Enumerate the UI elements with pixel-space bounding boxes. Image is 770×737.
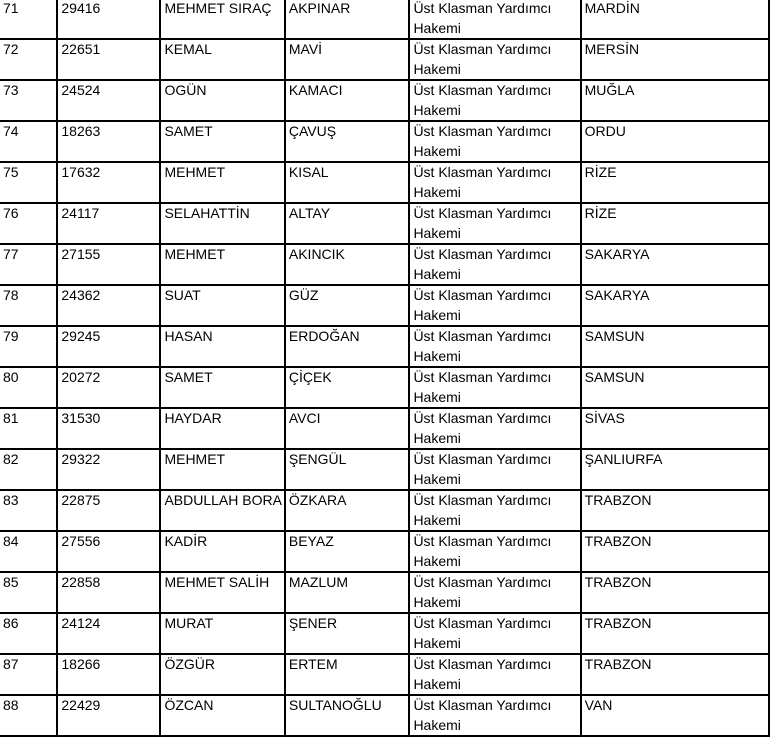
city-cell: TRABZON [581, 531, 769, 572]
last-name-cell: MAVİ [285, 39, 410, 80]
row-number-cell: 88 [0, 695, 57, 736]
row-number-cell: 74 [0, 121, 57, 162]
first-name-cell: MEHMET SIRAÇ [160, 0, 284, 39]
table-row [0, 121, 769, 162]
city-cell: ORDU [581, 121, 769, 162]
first-name-cell: MEHMET SALİH [160, 572, 284, 613]
table-row [0, 613, 769, 654]
last-name-cell: MAZLUM [285, 572, 410, 613]
role-cell: Üst Klasman Yardımcı Hakemi [409, 80, 580, 121]
role-cell: Üst Klasman Yardımcı Hakemi [409, 408, 580, 449]
last-name-cell: AKINCIK [285, 244, 410, 285]
row-number-cell: 82 [0, 449, 57, 490]
last-name-cell: ÇİÇEK [285, 367, 410, 408]
city-cell: RİZE [581, 203, 769, 244]
license-id-cell: 22651 [57, 39, 160, 80]
city-cell: TRABZON [581, 572, 769, 613]
row-number-cell: 84 [0, 531, 57, 572]
license-id-cell: 18263 [57, 121, 160, 162]
last-name-cell: ŞENGÜL [285, 449, 410, 490]
row-number-cell: 73 [0, 80, 57, 121]
license-id-cell: 31530 [57, 408, 160, 449]
city-cell: TRABZON [581, 654, 769, 695]
table-row [0, 531, 769, 572]
first-name-cell: ÖZCAN [160, 695, 284, 736]
city-cell: SAKARYA [581, 244, 769, 285]
first-name-cell: SELAHATTİN [160, 203, 284, 244]
license-id-cell: 24124 [57, 613, 160, 654]
table-row [0, 367, 769, 408]
first-name-cell: SUAT [160, 285, 284, 326]
role-cell: Üst Klasman Yardımcı Hakemi [409, 695, 580, 736]
first-name-cell: SAMET [160, 121, 284, 162]
role-cell: Üst Klasman Yardımcı Hakemi [409, 203, 580, 244]
role-cell: Üst Klasman Yardımcı Hakemi [409, 121, 580, 162]
license-id-cell: 27556 [57, 531, 160, 572]
role-cell: Üst Klasman Yardımcı Hakemi [409, 244, 580, 285]
first-name-cell: ABDULLAH BORA [160, 490, 284, 531]
last-name-cell: ŞENER [285, 613, 410, 654]
row-number-cell: 78 [0, 285, 57, 326]
license-id-cell: 20272 [57, 367, 160, 408]
last-name-cell: SULTANOĞLU [285, 695, 410, 736]
license-id-cell: 29322 [57, 449, 160, 490]
table-row [0, 572, 769, 613]
last-name-cell: GÜZ [285, 285, 410, 326]
row-number-cell: 75 [0, 162, 57, 203]
last-name-cell: BEYAZ [285, 531, 410, 572]
license-id-cell: 29245 [57, 326, 160, 367]
row-number-cell: 77 [0, 244, 57, 285]
license-id-cell: 24362 [57, 285, 160, 326]
role-cell: Üst Klasman Yardımcı Hakemi [409, 0, 580, 39]
first-name-cell: KADİR [160, 531, 284, 572]
license-id-cell: 27155 [57, 244, 160, 285]
role-cell: Üst Klasman Yardımcı Hakemi [409, 326, 580, 367]
last-name-cell: ALTAY [285, 203, 410, 244]
city-cell: SAMSUN [581, 326, 769, 367]
city-cell: MARDİN [581, 0, 769, 39]
row-number-cell: 79 [0, 326, 57, 367]
role-cell: Üst Klasman Yardımcı Hakemi [409, 285, 580, 326]
first-name-cell: HASAN [160, 326, 284, 367]
row-number-cell: 81 [0, 408, 57, 449]
last-name-cell: KAMACI [285, 80, 410, 121]
row-number-cell: 72 [0, 39, 57, 80]
city-cell: SAMSUN [581, 367, 769, 408]
first-name-cell: SAMET [160, 367, 284, 408]
first-name-cell: MEHMET [160, 162, 284, 203]
first-name-cell: OGÜN [160, 80, 284, 121]
row-number-cell: 71 [0, 0, 57, 39]
last-name-cell: ERTEM [285, 654, 410, 695]
table-row [0, 695, 769, 736]
license-id-cell: 24524 [57, 80, 160, 121]
first-name-cell: MURAT [160, 613, 284, 654]
first-name-cell: MEHMET [160, 244, 284, 285]
role-cell: Üst Klasman Yardımcı Hakemi [409, 449, 580, 490]
table-row [0, 0, 769, 39]
city-cell: MERSİN [581, 39, 769, 80]
role-cell: Üst Klasman Yardımcı Hakemi [409, 572, 580, 613]
table-row [0, 490, 769, 531]
role-cell: Üst Klasman Yardımcı Hakemi [409, 613, 580, 654]
license-id-cell: 22858 [57, 572, 160, 613]
last-name-cell: AKPINAR [285, 0, 410, 39]
role-cell: Üst Klasman Yardımcı Hakemi [409, 367, 580, 408]
last-name-cell: ÖZKARA [285, 490, 410, 531]
table-row [0, 449, 769, 490]
row-number-cell: 85 [0, 572, 57, 613]
license-id-cell: 24117 [57, 203, 160, 244]
city-cell: SİVAS [581, 408, 769, 449]
last-name-cell: AVCI [285, 408, 410, 449]
role-cell: Üst Klasman Yardımcı Hakemi [409, 162, 580, 203]
row-number-cell: 76 [0, 203, 57, 244]
last-name-cell: ERDOĞAN [285, 326, 410, 367]
table-row [0, 244, 769, 285]
license-id-cell: 22429 [57, 695, 160, 736]
table-row [0, 285, 769, 326]
role-cell: Üst Klasman Yardımcı Hakemi [409, 490, 580, 531]
table-row [0, 326, 769, 367]
row-number-cell: 87 [0, 654, 57, 695]
row-number-cell: 86 [0, 613, 57, 654]
role-cell: Üst Klasman Yardımcı Hakemi [409, 531, 580, 572]
first-name-cell: HAYDAR [160, 408, 284, 449]
first-name-cell: ÖZGÜR [160, 654, 284, 695]
first-name-cell: KEMAL [160, 39, 284, 80]
table-row [0, 654, 769, 695]
row-number-cell: 80 [0, 367, 57, 408]
city-cell: MUĞLA [581, 80, 769, 121]
row-number-cell: 83 [0, 490, 57, 531]
table-row [0, 80, 769, 121]
city-cell: RİZE [581, 162, 769, 203]
table-row [0, 408, 769, 449]
city-cell: ŞANLIURFA [581, 449, 769, 490]
table-row [0, 162, 769, 203]
role-cell: Üst Klasman Yardımcı Hakemi [409, 39, 580, 80]
role-cell: Üst Klasman Yardımcı Hakemi [409, 654, 580, 695]
city-cell: TRABZON [581, 490, 769, 531]
license-id-cell: 29416 [57, 0, 160, 39]
last-name-cell: KISAL [285, 162, 410, 203]
first-name-cell: MEHMET [160, 449, 284, 490]
license-id-cell: 22875 [57, 490, 160, 531]
city-cell: SAKARYA [581, 285, 769, 326]
table-row [0, 203, 769, 244]
license-id-cell: 18266 [57, 654, 160, 695]
city-cell: TRABZON [581, 613, 769, 654]
license-id-cell: 17632 [57, 162, 160, 203]
table-row [0, 39, 769, 80]
city-cell: VAN [581, 695, 769, 736]
last-name-cell: ÇAVUŞ [285, 121, 410, 162]
